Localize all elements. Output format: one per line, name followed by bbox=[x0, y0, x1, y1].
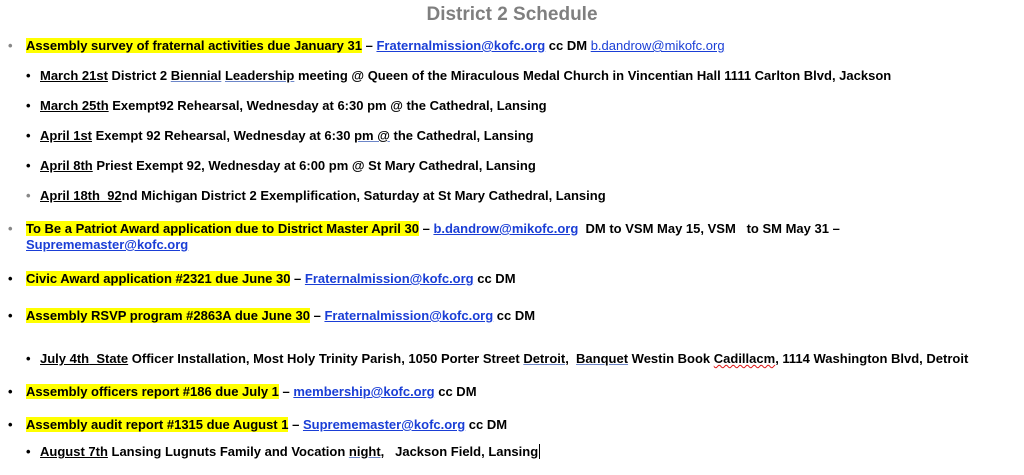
item-text bbox=[40, 443, 540, 460]
item-text-continued bbox=[26, 236, 188, 253]
text-run: Exempt92 Rehearsal, Wednesday at 6:30 pm @ the Cathedral, Lansing bbox=[108, 98, 547, 113]
highlighted-text: Assembly RSVP program #2863A due June 30 bbox=[26, 308, 310, 323]
event-date: April 18th bbox=[40, 188, 100, 203]
text-run: Cadillacm bbox=[713, 351, 776, 366]
item-text bbox=[26, 383, 477, 400]
email-link[interactable]: membership@kofc.org bbox=[293, 384, 435, 399]
email-link[interactable]: Fraternalmission@kofc.org bbox=[324, 308, 494, 323]
event-date: April 1st bbox=[40, 128, 93, 143]
bullet-icon: • bbox=[26, 444, 31, 459]
email-link[interactable]: Fraternalmission@kofc.org bbox=[376, 38, 546, 53]
text-run: night, bbox=[348, 444, 385, 459]
text-run: meeting @ Queen of the Miraculous Medal Church in Vincentian Hall 1111 Carlton Blvd, Jackson bbox=[294, 68, 892, 83]
item-text bbox=[40, 187, 606, 204]
text-run: 92 bbox=[99, 188, 122, 203]
text-run: nd Michigan District 2 Exemplification, Saturday at St Mary Cathedral, Lansing bbox=[121, 188, 606, 203]
email-link[interactable]: Suprememaster@kofc.org bbox=[26, 237, 189, 252]
event-date: July 4th bbox=[40, 351, 90, 366]
item-text bbox=[26, 307, 535, 324]
event-date: August 7th bbox=[40, 444, 108, 459]
bullet-icon: • bbox=[26, 68, 31, 83]
text-run: Westin Book bbox=[628, 351, 714, 366]
text-run: Lansing Lugnuts Family and Vocation bbox=[107, 444, 349, 459]
event-date: March 25th bbox=[40, 98, 109, 113]
dash: – bbox=[288, 417, 303, 432]
text-run: Jackson Field, Lansing bbox=[384, 444, 539, 459]
text-run: Detroit, bbox=[523, 351, 569, 366]
item-text bbox=[40, 97, 547, 114]
highlighted-text: Civic Award application #2321 due June 30 bbox=[26, 271, 291, 286]
text-run bbox=[569, 351, 576, 366]
text-run: Exempt 92 Rehearsal, Wednesday at 6:30 bbox=[92, 128, 355, 143]
event-date: April 8th bbox=[40, 158, 93, 173]
highlighted-text: To Be a Patriot Award application due to District Master April 30 bbox=[26, 221, 419, 236]
bullet-icon: • bbox=[26, 98, 31, 113]
item-text bbox=[40, 350, 968, 367]
bullet-icon: • bbox=[26, 351, 31, 366]
text-run: pm @ bbox=[354, 128, 390, 143]
text-run: District 2 bbox=[107, 68, 171, 83]
bullet-icon: • bbox=[26, 158, 31, 173]
item-text bbox=[40, 157, 536, 174]
item-text bbox=[26, 416, 507, 433]
dash: – bbox=[278, 384, 294, 399]
bullet-icon: • bbox=[8, 417, 13, 432]
cc-text: cc DM bbox=[545, 38, 591, 53]
cc-text: cc DM bbox=[434, 384, 477, 399]
text-run: Biennial bbox=[170, 68, 222, 83]
text-run: Officer Installation, Most Holy Trinity Parish, 1050 Porter Street bbox=[128, 351, 524, 366]
highlighted-text: Assembly officers report #186 due July 1 bbox=[26, 384, 279, 399]
dash: – bbox=[362, 38, 377, 53]
cc-text: cc DM bbox=[473, 271, 516, 286]
item-text bbox=[40, 127, 534, 144]
page-title: District 2 Schedule bbox=[426, 4, 598, 25]
text-run: Banquet bbox=[576, 351, 629, 366]
email-link[interactable]: Fraternalmission@kofc.org bbox=[304, 271, 474, 286]
item-text bbox=[26, 37, 725, 54]
bullet-icon: • bbox=[8, 308, 13, 323]
dash: – bbox=[418, 221, 434, 236]
bullet-icon: • bbox=[8, 384, 13, 399]
text-run: , 1114 Washington Blvd, Detroit bbox=[775, 351, 969, 366]
text-run: State bbox=[89, 351, 129, 366]
item-text bbox=[40, 67, 891, 84]
dash: – bbox=[290, 271, 305, 286]
bullet-icon: • bbox=[26, 128, 31, 143]
cc-text: cc DM bbox=[493, 308, 536, 323]
bullet-icon: • bbox=[8, 38, 13, 53]
dash: – bbox=[309, 308, 325, 323]
event-date: March 21st bbox=[40, 68, 108, 83]
bullet-icon: • bbox=[26, 188, 31, 203]
highlighted-text: Assembly audit report #1315 due August 1 bbox=[26, 417, 289, 432]
highlighted-text: Assembly survey of fraternal activities due January 31 bbox=[26, 38, 362, 53]
routing-text: DM to VSM May 15, VSM to SM May 31 – bbox=[578, 221, 840, 236]
text-cursor bbox=[539, 444, 540, 459]
cc-text: cc DM bbox=[465, 417, 508, 432]
email-link[interactable]: Suprememaster@kofc.org bbox=[302, 417, 466, 432]
bullet-icon: • bbox=[8, 221, 13, 236]
text-run: Priest Exempt 92, Wednesday at 6:00 pm @ St Mary Cathedral, Lansing bbox=[92, 158, 536, 173]
text-run: Leadership bbox=[224, 68, 295, 83]
item-text bbox=[26, 270, 516, 287]
text-run: the Cathedral, Lansing bbox=[389, 128, 534, 143]
bullet-icon: • bbox=[8, 271, 13, 286]
item-text bbox=[26, 220, 840, 237]
email-link[interactable]: b.dandrow@mikofc.org bbox=[590, 38, 725, 53]
email-link[interactable]: b.dandrow@mikofc.org bbox=[433, 221, 579, 236]
